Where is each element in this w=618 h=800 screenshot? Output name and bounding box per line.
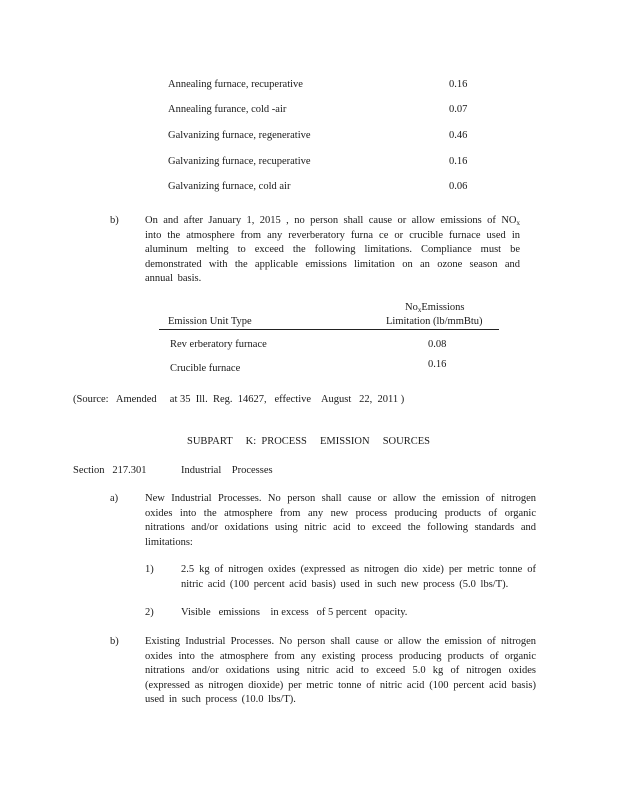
section-title: Industrial Processes bbox=[181, 465, 273, 476]
nox-subscript: x bbox=[417, 306, 422, 314]
list-item-text: Visible emissions in excess of 5 percent opacity. bbox=[181, 607, 408, 618]
subpart-heading: SUBPART K: PROCESS EMISSION SOURCES bbox=[187, 436, 430, 447]
furnace-row-value: 0.46 bbox=[449, 130, 468, 141]
furnace-row-label: Annealing furance, cold -air bbox=[168, 104, 287, 115]
para-b-text-start: On and after January 1, 2015 , no person shall cause or allow emissions of NO bbox=[145, 215, 517, 226]
furnace-row-label: Galvanizing furnace, regenerative bbox=[168, 130, 311, 141]
para-b-marker: b) bbox=[110, 215, 119, 226]
table-header-limit: Limitation (lb/mmBtu) bbox=[386, 316, 483, 327]
source-note: (Source: Amended at 35 Ill. Reg. 14627, effective August 22, 2011 ) bbox=[73, 394, 405, 405]
furnace-row-label: Annealing furnace, recuperative bbox=[168, 79, 303, 90]
section-number: Section 217.301 bbox=[73, 465, 147, 476]
furnace-row-label: Galvanizing furnace, recuperative bbox=[168, 156, 311, 167]
table-row-type: Crucible furnace bbox=[170, 363, 241, 374]
furnace-row-value: 0.16 bbox=[449, 79, 468, 90]
para-b-text bbox=[145, 214, 520, 287]
table-rule bbox=[159, 329, 499, 330]
furnace-row-value: 0.07 bbox=[449, 104, 468, 115]
table-row-limit: 0.08 bbox=[428, 339, 447, 350]
table-row-limit: 0.16 bbox=[428, 359, 447, 370]
list-item-text: 2.5 kg of nitrogen oxides (expressed as nitrogen dio xide) per metric tonne of nitric acid (100 percent acid basis) used in such new process (5.0 lbs/T). bbox=[181, 564, 536, 590]
new-processes-text: New Industrial Processes. No person shall cause or allow the emission of nitrogen oxides into the atmosphere from any new process producing products of organic nitrations and/or oxidations using nitric acid to exceed the following standards and limitations: bbox=[145, 493, 536, 548]
table-row-type: Rev erberatory furnace bbox=[170, 339, 267, 350]
furnace-row-label: Galvanizing furnace, cold air bbox=[168, 181, 291, 192]
existing-processes-text: Existing Industrial Processes. No person shall cause or allow the emission of nitrogen oxides into the atmosphere from any existing process producing products of organic nitrations and/or oxidations using nitric acid to exceed 5.0 kg of nitrogen oxides (expressed as nitrogen dioxide) per metric tonne of nitric acid (100 percent acid basis) used in such process (10.0 lbs/T). bbox=[145, 636, 536, 705]
table-header-nox: $No_xEmissions$ bbox=[405, 302, 465, 314]
para-b-text-end: into the atmosphere from any reverberatory furna ce or crucible furnace used in aluminum melting to exceed the following limitations. Compliance must be demonstrated with the applicable emissions limitation on an ozone season and annual basis. bbox=[145, 229, 520, 284]
nox-subscript: x bbox=[516, 219, 520, 227]
table-header-type: Emission Unit Type bbox=[168, 316, 252, 327]
list-item-marker: 2) bbox=[145, 607, 154, 618]
furnace-row-value: 0.16 bbox=[449, 156, 468, 167]
existing-processes-marker: b) bbox=[110, 636, 119, 647]
new-processes-marker: a) bbox=[110, 493, 119, 504]
furnace-row-value: 0.06 bbox=[449, 181, 468, 192]
list-item-marker: 1) bbox=[145, 564, 154, 575]
